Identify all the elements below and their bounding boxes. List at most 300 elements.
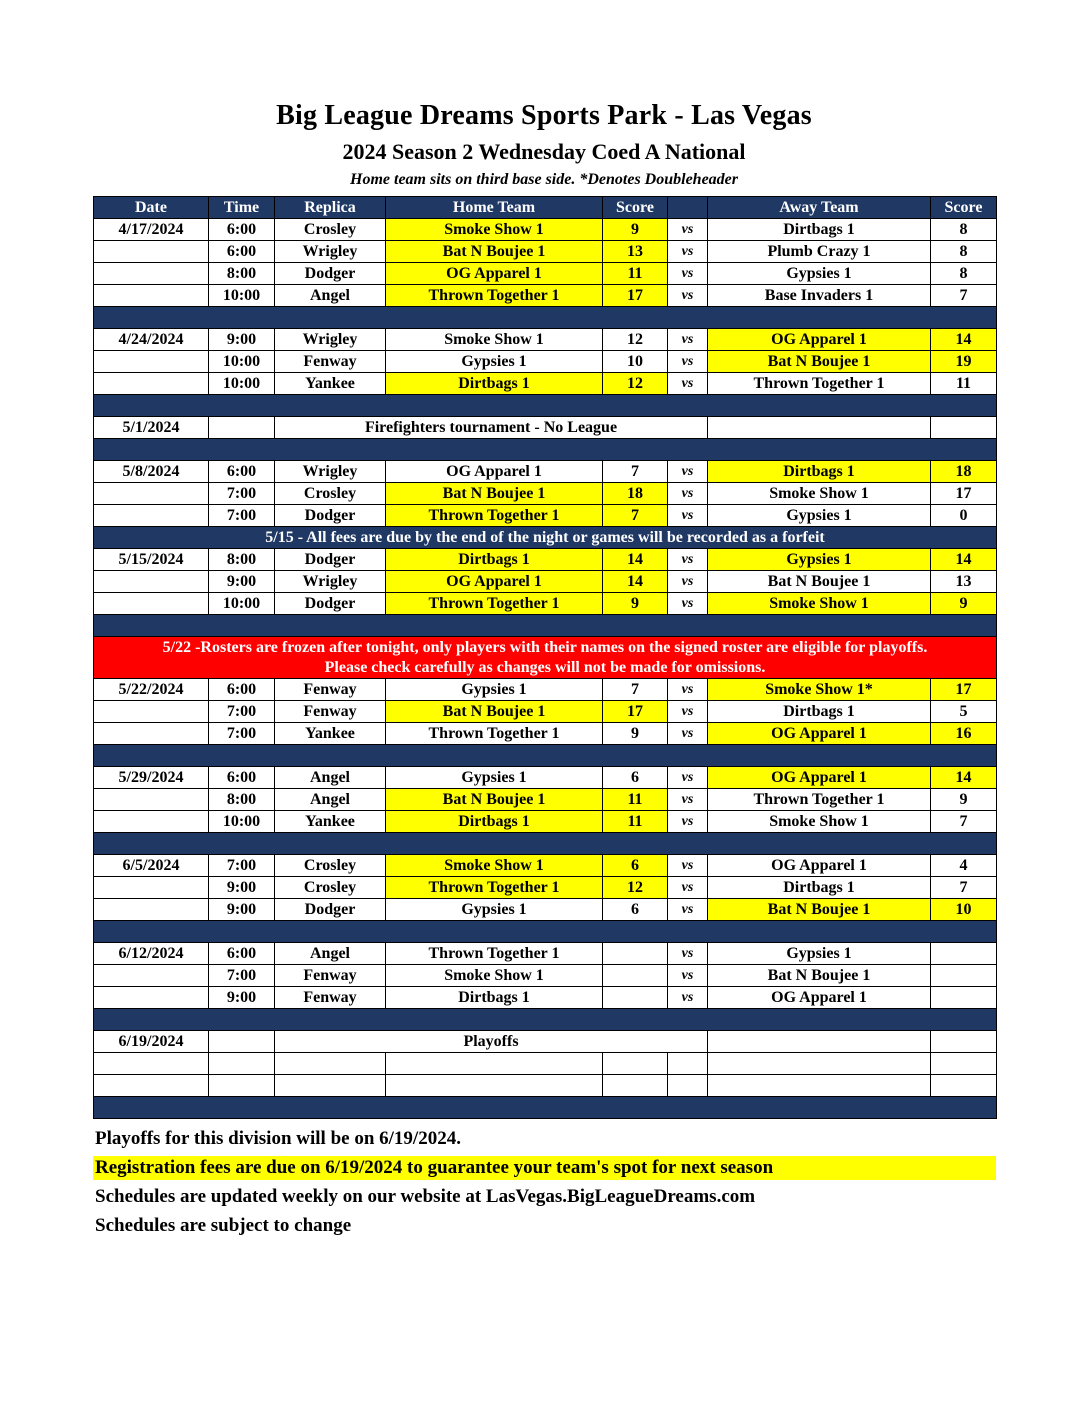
- vs-label: vs: [668, 483, 708, 505]
- schedule-table: [93, 196, 997, 1119]
- date-cell: [94, 789, 209, 811]
- replica-cell: Angel: [275, 789, 386, 811]
- vs-label: vs: [668, 701, 708, 723]
- away-score-cell: 17: [931, 483, 997, 505]
- vs-label: vs: [668, 461, 708, 483]
- away-team-cell: Gypsies 1: [708, 943, 931, 965]
- blank-cell: [386, 1053, 603, 1075]
- blank-cell: [668, 1053, 708, 1075]
- home-team-cell: Thrown Together 1: [386, 285, 603, 307]
- home-score-cell: 12: [603, 329, 668, 351]
- date-cell: 5/29/2024: [94, 767, 209, 789]
- replica-cell: Dodger: [275, 593, 386, 615]
- home-score-cell: 11: [603, 263, 668, 285]
- time-cell: 8:00: [209, 549, 275, 571]
- roster-freeze-notice-row: [94, 637, 997, 679]
- home-team-cell: Dirtbags 1: [386, 987, 603, 1009]
- home-team-cell: OG Apparel 1: [386, 461, 603, 483]
- home-score-cell: [603, 965, 668, 987]
- vs-label: vs: [668, 965, 708, 987]
- spacer-row: [94, 615, 997, 637]
- vs-label: vs: [668, 789, 708, 811]
- away-team-cell: Plumb Crazy 1: [708, 241, 931, 263]
- away-score-cell: 9: [931, 789, 997, 811]
- home-team-cell: Thrown Together 1: [386, 877, 603, 899]
- away-score-cell: 17: [931, 679, 997, 701]
- away-score-cell: 11: [931, 373, 997, 395]
- away-score-cell: [931, 943, 997, 965]
- game-row: [94, 505, 997, 527]
- date-cell: 5/8/2024: [94, 461, 209, 483]
- away-score-cell: 9: [931, 593, 997, 615]
- date-cell: [94, 811, 209, 833]
- away-score-cell: [931, 417, 997, 439]
- time-cell: 6:00: [209, 241, 275, 263]
- home-score-cell: 6: [603, 767, 668, 789]
- date-cell: [94, 877, 209, 899]
- home-team-note: Home team sits on third base side. *Denotes Doubleheader: [350, 171, 738, 188]
- game-row: [94, 943, 997, 965]
- spacer-band: [94, 745, 997, 767]
- game-row: [94, 329, 997, 351]
- replica-cell: Angel: [275, 943, 386, 965]
- header-row: [94, 197, 997, 219]
- game-row: [94, 373, 997, 395]
- home-team-cell: Smoke Show 1: [386, 219, 603, 241]
- home-team-cell: Bat N Boujee 1: [386, 789, 603, 811]
- replica-cell: Yankee: [275, 811, 386, 833]
- notice-text: [94, 637, 997, 679]
- spacer-band: [94, 307, 997, 329]
- time-cell: 8:00: [209, 263, 275, 285]
- away-score-cell: [931, 987, 997, 1009]
- game-row: [94, 767, 997, 789]
- time-cell: 6:00: [209, 767, 275, 789]
- home-team-cell: Smoke Show 1: [386, 965, 603, 987]
- away-score-cell: 18: [931, 461, 997, 483]
- time-cell: 6:00: [209, 461, 275, 483]
- game-row: [94, 483, 997, 505]
- spacer-row: [94, 1097, 997, 1119]
- date-cell: [94, 571, 209, 593]
- spacer-band: [94, 921, 997, 943]
- vs-label: vs: [668, 593, 708, 615]
- replica-cell: Fenway: [275, 351, 386, 373]
- footer-playoffs-note: Playoffs for this division will be on 6/19/2024.: [95, 1128, 461, 1149]
- time-cell: 7:00: [209, 483, 275, 505]
- date-cell: 4/24/2024: [94, 329, 209, 351]
- replica-cell: Crosley: [275, 877, 386, 899]
- away-score-cell: [931, 1031, 997, 1053]
- home-team-cell: OG Apparel 1: [386, 263, 603, 285]
- blank-cell: [209, 1075, 275, 1097]
- game-row: [94, 965, 997, 987]
- time-cell: 7:00: [209, 505, 275, 527]
- home-score-cell: 9: [603, 219, 668, 241]
- home-team-cell: Gypsies 1: [386, 351, 603, 373]
- header-time: Time: [209, 197, 275, 219]
- home-team-cell: Gypsies 1: [386, 899, 603, 921]
- time-cell: 9:00: [209, 899, 275, 921]
- vs-label: vs: [668, 219, 708, 241]
- game-row: [94, 571, 997, 593]
- home-team-cell: Dirtbags 1: [386, 373, 603, 395]
- away-score-cell: 14: [931, 767, 997, 789]
- away-team-cell: Gypsies 1: [708, 505, 931, 527]
- vs-label: vs: [668, 351, 708, 373]
- vs-label: vs: [668, 285, 708, 307]
- home-score-cell: 7: [603, 679, 668, 701]
- table-header: [94, 197, 997, 219]
- home-team-cell: OG Apparel 1: [386, 571, 603, 593]
- home-team-cell: Gypsies 1: [386, 679, 603, 701]
- home-score-cell: 17: [603, 285, 668, 307]
- away-team-cell: [708, 417, 931, 439]
- time-cell: 9:00: [209, 987, 275, 1009]
- date-cell: [94, 965, 209, 987]
- vs-label: vs: [668, 549, 708, 571]
- home-score-cell: 11: [603, 811, 668, 833]
- time-cell: 7:00: [209, 701, 275, 723]
- game-row: [94, 285, 997, 307]
- table-body: [94, 219, 997, 1119]
- vs-label: vs: [668, 723, 708, 745]
- home-score-cell: 6: [603, 855, 668, 877]
- date-cell: [94, 899, 209, 921]
- replica-cell: Crosley: [275, 219, 386, 241]
- away-team-cell: Bat N Boujee 1: [708, 965, 931, 987]
- home-score-cell: 14: [603, 571, 668, 593]
- vs-label: vs: [668, 855, 708, 877]
- header-home-score: Score: [603, 197, 668, 219]
- header-away-score: Score: [931, 197, 997, 219]
- home-score-cell: 9: [603, 593, 668, 615]
- away-score-cell: 19: [931, 351, 997, 373]
- game-row: [94, 219, 997, 241]
- replica-cell: Fenway: [275, 965, 386, 987]
- replica-cell: Dodger: [275, 899, 386, 921]
- date-cell: [94, 263, 209, 285]
- home-score-cell: 7: [603, 505, 668, 527]
- date-cell: 6/12/2024: [94, 943, 209, 965]
- away-team-cell: OG Apparel 1: [708, 855, 931, 877]
- time-cell: 6:00: [209, 219, 275, 241]
- away-score-cell: 14: [931, 549, 997, 571]
- away-team-cell: Base Invaders 1: [708, 285, 931, 307]
- date-cell: [94, 701, 209, 723]
- spacer-band: [94, 1097, 997, 1119]
- time-cell: 6:00: [209, 943, 275, 965]
- away-team-cell: Dirtbags 1: [708, 461, 931, 483]
- fees-notice-row: [94, 527, 997, 549]
- footer: [93, 1127, 996, 1238]
- home-team-cell: Bat N Boujee 1: [386, 241, 603, 263]
- vs-label: vs: [668, 373, 708, 395]
- home-score-cell: 11: [603, 789, 668, 811]
- replica-cell: Wrigley: [275, 241, 386, 263]
- time-cell: 7:00: [209, 965, 275, 987]
- footer-registration-note: Registration fees are due on 6/19/2024 to guarantee your team's spot for next season: [93, 1156, 996, 1180]
- spacer-row: [94, 307, 997, 329]
- time-cell: [209, 1031, 275, 1053]
- vs-label: vs: [668, 329, 708, 351]
- blank-row: [94, 1075, 997, 1097]
- home-score-cell: [603, 943, 668, 965]
- vs-label: vs: [668, 505, 708, 527]
- away-score-cell: 14: [931, 329, 997, 351]
- home-score-cell: 6: [603, 899, 668, 921]
- replica-cell: Yankee: [275, 373, 386, 395]
- event-row: [94, 1031, 997, 1053]
- blank-cell: [708, 1075, 931, 1097]
- home-team-cell: Thrown Together 1: [386, 943, 603, 965]
- home-score-cell: [603, 987, 668, 1009]
- home-team-cell: Gypsies 1: [386, 767, 603, 789]
- spacer-row: [94, 833, 997, 855]
- notice-text: [94, 527, 997, 549]
- time-cell: 10:00: [209, 351, 275, 373]
- time-cell: 9:00: [209, 877, 275, 899]
- vs-label: vs: [668, 987, 708, 1009]
- replica-cell: Wrigley: [275, 329, 386, 351]
- spacer-band: [94, 833, 997, 855]
- home-score-cell: 12: [603, 877, 668, 899]
- game-row: [94, 263, 997, 285]
- game-row: [94, 549, 997, 571]
- game-row: [94, 723, 997, 745]
- replica-cell: Dodger: [275, 263, 386, 285]
- away-team-cell: Dirtbags 1: [708, 701, 931, 723]
- replica-cell: Wrigley: [275, 571, 386, 593]
- game-row: [94, 899, 997, 921]
- game-row: [94, 679, 997, 701]
- home-team-cell: Bat N Boujee 1: [386, 483, 603, 505]
- header-vs: [668, 197, 708, 219]
- date-cell: 6/19/2024: [94, 1031, 209, 1053]
- home-team-cell: Thrown Together 1: [386, 505, 603, 527]
- game-row: [94, 461, 997, 483]
- away-team-cell: Bat N Boujee 1: [708, 351, 931, 373]
- game-row: [94, 241, 997, 263]
- away-score-cell: 10: [931, 899, 997, 921]
- page-title: Big League Dreams Sports Park - Las Vegas: [276, 100, 812, 131]
- home-team-cell: Thrown Together 1: [386, 723, 603, 745]
- blank-cell: [931, 1075, 997, 1097]
- date-cell: [94, 723, 209, 745]
- away-score-cell: 4: [931, 855, 997, 877]
- home-team-cell: Smoke Show 1: [386, 855, 603, 877]
- event-title-cell: Playoffs: [275, 1031, 708, 1053]
- header-away-team: Away Team: [708, 197, 931, 219]
- vs-label: vs: [668, 241, 708, 263]
- replica-cell: Dodger: [275, 505, 386, 527]
- replica-cell: Angel: [275, 767, 386, 789]
- home-team-cell: Thrown Together 1: [386, 593, 603, 615]
- away-team-cell: Smoke Show 1: [708, 811, 931, 833]
- home-score-cell: 17: [603, 701, 668, 723]
- game-row: [94, 351, 997, 373]
- spacer-row: [94, 1009, 997, 1031]
- spacer-row: [94, 745, 997, 767]
- vs-label: vs: [668, 263, 708, 285]
- date-cell: [94, 593, 209, 615]
- event-title-cell: Firefighters tournament - No League: [275, 417, 708, 439]
- time-cell: 10:00: [209, 593, 275, 615]
- vs-label: vs: [668, 899, 708, 921]
- footer-subject-to-change: Schedules are subject to change: [95, 1215, 352, 1236]
- replica-cell: Fenway: [275, 701, 386, 723]
- away-team-cell: OG Apparel 1: [708, 767, 931, 789]
- date-cell: [94, 241, 209, 263]
- spacer-band: [94, 395, 997, 417]
- away-team-cell: Smoke Show 1: [708, 593, 931, 615]
- header-replica: Replica: [275, 197, 386, 219]
- replica-cell: Yankee: [275, 723, 386, 745]
- away-team-cell: Bat N Boujee 1: [708, 571, 931, 593]
- blank-cell: [275, 1053, 386, 1075]
- page-subtitle: 2024 Season 2 Wednesday Coed A National: [342, 139, 746, 164]
- away-score-cell: 7: [931, 877, 997, 899]
- away-team-cell: Smoke Show 1: [708, 483, 931, 505]
- home-score-cell: 9: [603, 723, 668, 745]
- header-home-team: Home Team: [386, 197, 603, 219]
- time-cell: 8:00: [209, 789, 275, 811]
- away-score-cell: 13: [931, 571, 997, 593]
- blank-cell: [931, 1053, 997, 1075]
- vs-label: vs: [668, 767, 708, 789]
- date-cell: [94, 285, 209, 307]
- vs-label: vs: [668, 679, 708, 701]
- spacer-row: [94, 439, 997, 461]
- replica-cell: Angel: [275, 285, 386, 307]
- replica-cell: Wrigley: [275, 461, 386, 483]
- time-cell: 7:00: [209, 723, 275, 745]
- date-cell: [94, 483, 209, 505]
- away-team-cell: Thrown Together 1: [708, 373, 931, 395]
- home-score-cell: 14: [603, 549, 668, 571]
- away-team-cell: OG Apparel 1: [708, 329, 931, 351]
- blank-cell: [94, 1053, 209, 1075]
- game-row: [94, 701, 997, 723]
- vs-label: vs: [668, 571, 708, 593]
- away-score-cell: 0: [931, 505, 997, 527]
- date-cell: [94, 373, 209, 395]
- away-team-cell: OG Apparel 1: [708, 987, 931, 1009]
- home-team-cell: Bat N Boujee 1: [386, 701, 603, 723]
- away-team-cell: Bat N Boujee 1: [708, 899, 931, 921]
- date-cell: 5/15/2024: [94, 549, 209, 571]
- spacer-row: [94, 921, 997, 943]
- vs-label: vs: [668, 943, 708, 965]
- replica-cell: Crosley: [275, 483, 386, 505]
- spacer-row: [94, 395, 997, 417]
- spacer-band: [94, 439, 997, 461]
- replica-cell: Fenway: [275, 987, 386, 1009]
- replica-cell: Dodger: [275, 549, 386, 571]
- time-cell: 6:00: [209, 679, 275, 701]
- event-row: [94, 417, 997, 439]
- blank-row: [94, 1053, 997, 1075]
- home-score-cell: 10: [603, 351, 668, 373]
- date-cell: 5/22/2024: [94, 679, 209, 701]
- replica-cell: Fenway: [275, 679, 386, 701]
- away-team-cell: Gypsies 1: [708, 549, 931, 571]
- blank-cell: [603, 1075, 668, 1097]
- time-cell: 9:00: [209, 329, 275, 351]
- blank-cell: [708, 1053, 931, 1075]
- game-row: [94, 877, 997, 899]
- game-row: [94, 789, 997, 811]
- time-cell: 10:00: [209, 811, 275, 833]
- time-cell: 9:00: [209, 571, 275, 593]
- home-team-cell: Smoke Show 1: [386, 329, 603, 351]
- header-date: Date: [94, 197, 209, 219]
- time-cell: 10:00: [209, 373, 275, 395]
- blank-cell: [386, 1075, 603, 1097]
- home-team-cell: Dirtbags 1: [386, 549, 603, 571]
- notice-line: Please check carefully as changes will not be made for omissions.: [324, 658, 766, 676]
- date-cell: [94, 987, 209, 1009]
- home-score-cell: 18: [603, 483, 668, 505]
- away-score-cell: 8: [931, 241, 997, 263]
- home-team-cell: Dirtbags 1: [386, 811, 603, 833]
- away-team-cell: Gypsies 1: [708, 263, 931, 285]
- away-score-cell: 7: [931, 285, 997, 307]
- home-score-cell: 12: [603, 373, 668, 395]
- time-cell: 7:00: [209, 855, 275, 877]
- away-team-cell: [708, 1031, 931, 1053]
- away-score-cell: 8: [931, 219, 997, 241]
- away-score-cell: [931, 965, 997, 987]
- spacer-band: [94, 615, 997, 637]
- notice-line: 5/22 -Rosters are frozen after tonight, only players with their names on the signed roster are eligible for playoffs.: [162, 638, 928, 656]
- game-row: [94, 987, 997, 1009]
- away-score-cell: 8: [931, 263, 997, 285]
- game-row: [94, 593, 997, 615]
- game-row: [94, 811, 997, 833]
- blank-cell: [275, 1075, 386, 1097]
- home-score-cell: 13: [603, 241, 668, 263]
- blank-cell: [94, 1075, 209, 1097]
- date-cell: [94, 351, 209, 373]
- away-team-cell: Smoke Show 1*: [708, 679, 931, 701]
- vs-label: vs: [668, 877, 708, 899]
- vs-label: vs: [668, 811, 708, 833]
- away-team-cell: Dirtbags 1: [708, 219, 931, 241]
- replica-cell: Crosley: [275, 855, 386, 877]
- home-score-cell: 7: [603, 461, 668, 483]
- blank-cell: [668, 1075, 708, 1097]
- away-score-cell: 7: [931, 811, 997, 833]
- away-score-cell: 16: [931, 723, 997, 745]
- away-score-cell: 5: [931, 701, 997, 723]
- notice-line: 5/15 - All fees are due by the end of the night or games will be recorded as a forfeit: [265, 528, 825, 546]
- blank-cell: [209, 1053, 275, 1075]
- away-team-cell: Thrown Together 1: [708, 789, 931, 811]
- blank-cell: [603, 1053, 668, 1075]
- time-cell: 10:00: [209, 285, 275, 307]
- away-team-cell: OG Apparel 1: [708, 723, 931, 745]
- away-team-cell: Dirtbags 1: [708, 877, 931, 899]
- date-cell: [94, 505, 209, 527]
- game-row: [94, 855, 997, 877]
- date-cell: 4/17/2024: [94, 219, 209, 241]
- spacer-band: [94, 1009, 997, 1031]
- time-cell: [209, 417, 275, 439]
- footer-website-note: Schedules are updated weekly on our website at LasVegas.BigLeagueDreams.com: [95, 1186, 756, 1207]
- date-cell: 6/5/2024: [94, 855, 209, 877]
- date-cell: 5/1/2024: [94, 417, 209, 439]
